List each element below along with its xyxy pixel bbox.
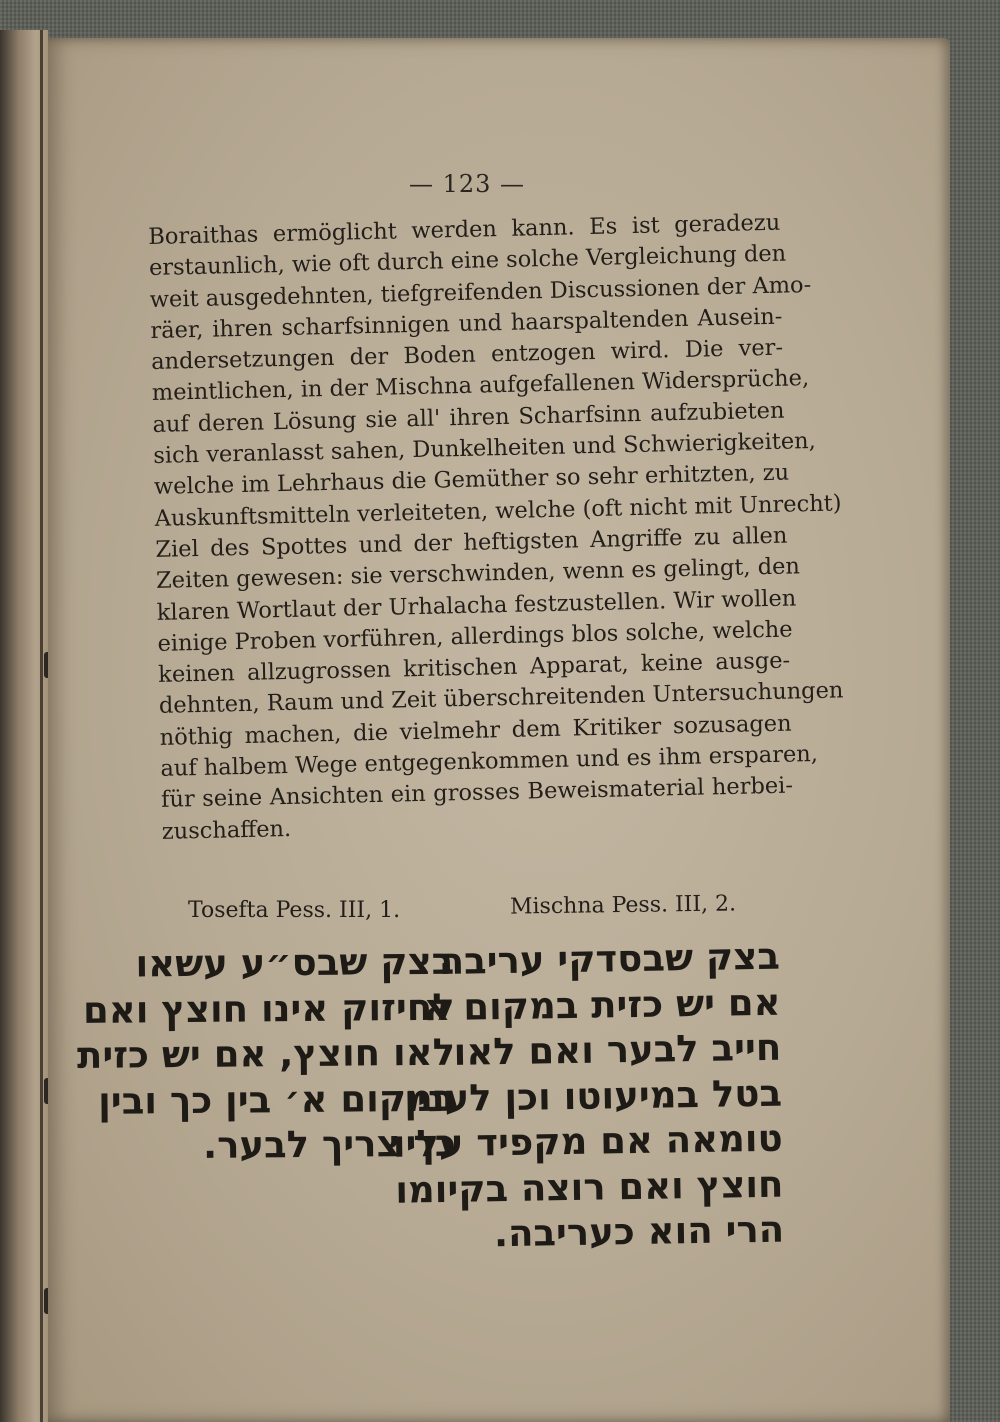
hebrew-line: חייב לבער ואם לאו — [453, 1025, 782, 1074]
paragraph-line: weit ausgedehnten, tiefgreifenden Discussionen der Amo- — [149, 271, 812, 313]
tosefta-heading: Tosefta Pess. III, 1. — [188, 898, 401, 923]
hebrew-line: בצק שבסדקי עריבה — [438, 934, 781, 984]
paragraph-line: erstaunlich, wie oft durch eine solche Vergleichung den — [148, 240, 787, 282]
paragraph-line: auf halbem Wege entgegenkommen und es ihm ersparen, — [160, 740, 819, 782]
hebrew-line: במקום א׳ בין כך ובין — [97, 1076, 456, 1123]
paragraph-line: klaren Wortlaut der Urhalacha festzustellen. Wir wollen — [156, 584, 797, 626]
paragraph-line: dehnten, Raum und Zeit überschreitenden Untersuchungen — [158, 677, 844, 720]
paragraph-line: räer, ihren scharfsinnigen und haarspaltenden Ausein- — [150, 303, 783, 344]
paragraph-line: Zeiten gewesen: sie verschwinden, wenn es gelingt, den — [155, 553, 801, 595]
previous-page-edge — [0, 30, 48, 1422]
hebrew-line: לאו חוצץ, אם יש כזית — [76, 1030, 456, 1077]
page-number: — 123 — — [408, 170, 526, 198]
paragraph-line: andersetzungen der Boden entzogen wird. Die ver- — [150, 334, 784, 376]
gutter-line — [40, 30, 43, 1422]
paragraph-line: Boraithas ermöglicht werden kann. Es ist geradezu — [148, 209, 781, 250]
hebrew-line: בצק שבס״ע עשאו — [135, 939, 455, 986]
paragraph-line: sich veranlasst sahen, Dunkelheiten und Schwierigkeiten, — [153, 427, 817, 470]
paragraph-line: zuschaffen. — [161, 815, 292, 845]
mischna-hebrew-text — [392, 934, 785, 1257]
hebrew-line: הרי הוא כעריבה. — [493, 1207, 785, 1256]
paragraph-line: auf deren Lösung sie all' ihren Scharfsinn aufzubieten — [152, 397, 785, 438]
mischna-heading: Mischna Pess. III, 2. — [509, 891, 737, 920]
hebrew-line: אם יש כזית במקום א׳ — [406, 980, 781, 1030]
paragraph-line: welche im Lehrhaus die Gemüther so sehr erhitzten, zu — [153, 459, 790, 501]
paragraph-line: Ziel des Spottes und der heftigsten Angriffe zu allen — [155, 522, 788, 563]
paragraph-line: nöthig machen, die vielmehr dem Kritiker sozusagen — [159, 710, 792, 751]
main-paragraph — [148, 208, 844, 848]
hebrew-line: חוצץ ואם רוצה בקיומו — [394, 1162, 784, 1212]
hebrew-line: לחיזוק אינו חוצץ ואם — [82, 985, 455, 1032]
hebrew-line: כך צריך לבער. — [202, 1121, 456, 1167]
paragraph-line: einige Proben vorführen, allerdings blos solche, welche — [157, 616, 793, 657]
paragraph-line: keinen allzugrossen kritischen Apparat, keine ausge- — [157, 647, 791, 689]
paragraph-line: Auskunftsmitteln verleiteten, welche (oft nicht mit Unrecht) — [154, 490, 842, 532]
paragraph-line: meintlichen, in der Mischna aufgefallenen Widersprüche, — [151, 365, 810, 407]
hebrew-line: טומאה אם מקפיד עליו — [392, 1116, 784, 1166]
hebrew-line: בטל במיעוטו וכן לענין — [403, 1071, 783, 1121]
paragraph-line: für seine Ansichten ein grosses Beweismaterial herbei- — [160, 772, 794, 814]
